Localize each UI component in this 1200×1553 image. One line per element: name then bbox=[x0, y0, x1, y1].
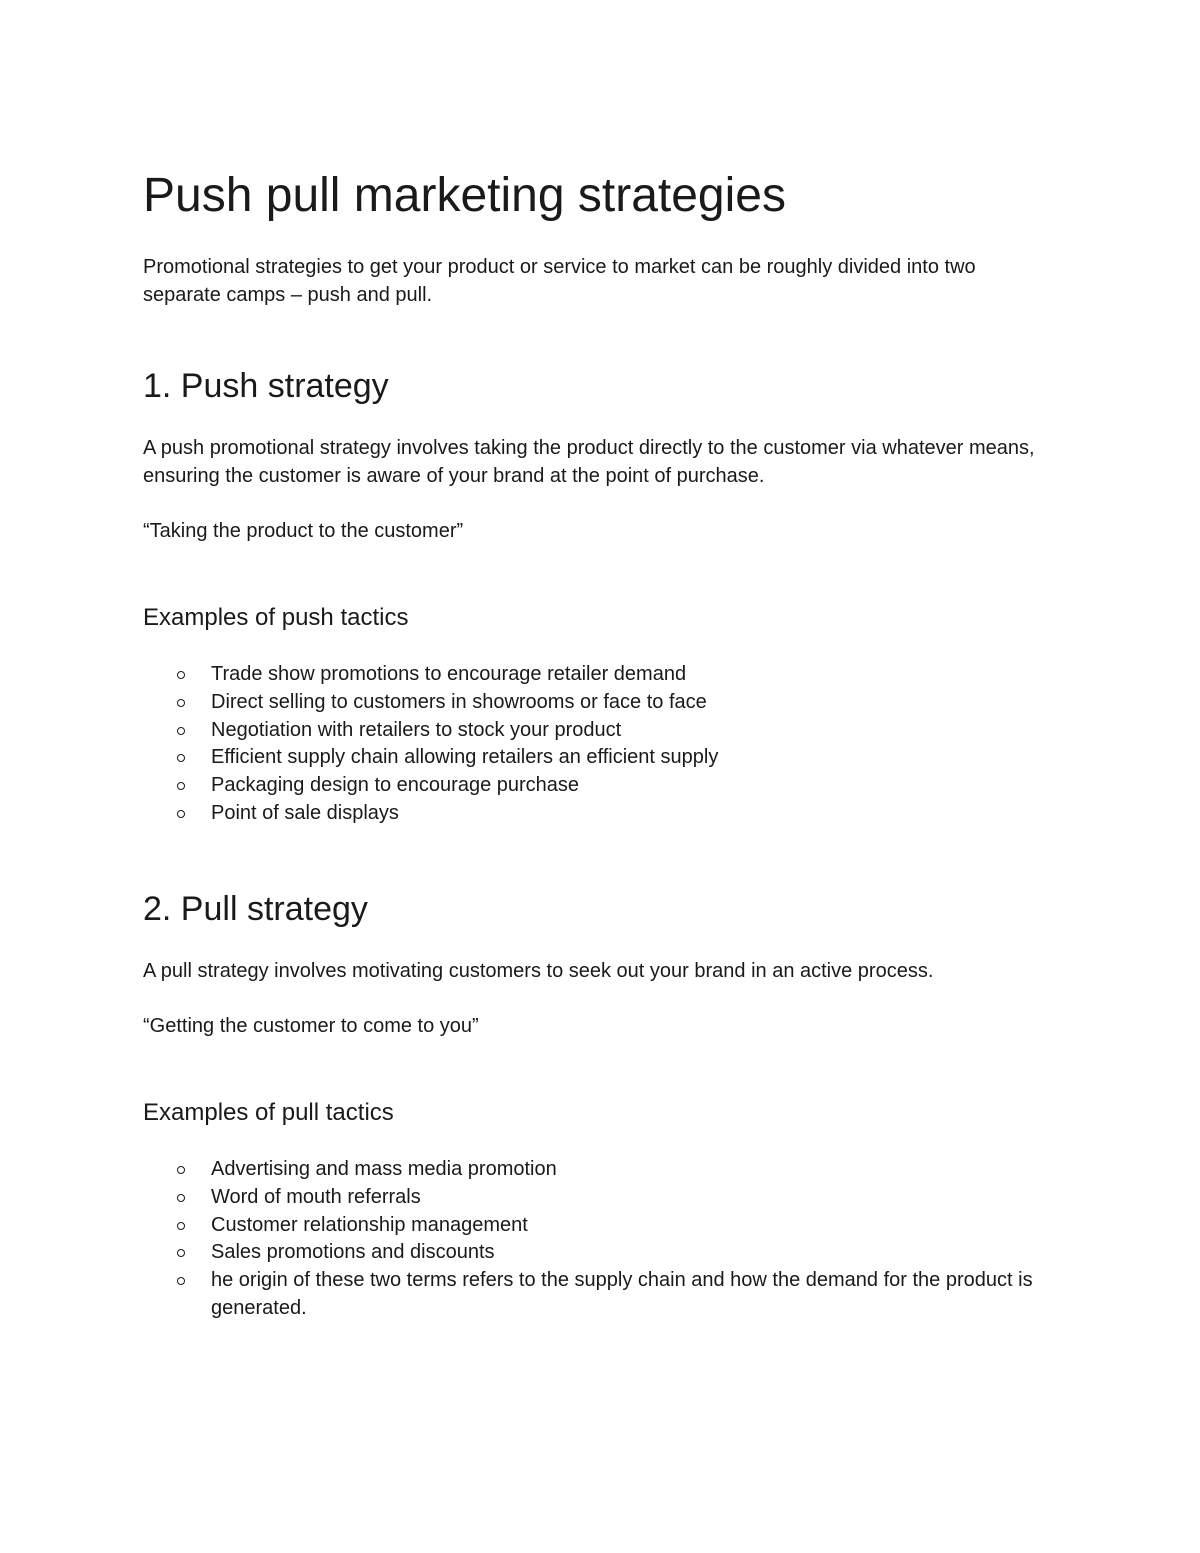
pull-strategy-heading: 2. Pull strategy bbox=[143, 890, 368, 928]
pull-examples-heading: Examples of pull tactics bbox=[143, 1099, 394, 1126]
push-strategy-quote: “Taking the product to the customer” bbox=[143, 520, 464, 542]
list-item-text: Efficient supply chain allowing retailers an efficient supply bbox=[211, 746, 719, 769]
list-item-text: Advertising and mass media promotion bbox=[211, 1158, 557, 1180]
list-item bbox=[143, 1184, 1053, 1212]
pull-examples-list bbox=[143, 1156, 1053, 1323]
list-item bbox=[143, 689, 1053, 717]
list-item-text: he origin of these two terms refers to the supply chain and how the demand for the product is generated. bbox=[211, 1269, 1033, 1319]
list-item bbox=[143, 717, 1053, 745]
list-item-text: Sales promotions and discounts bbox=[211, 1241, 495, 1264]
list-item bbox=[143, 1239, 1053, 1267]
list-item bbox=[143, 1212, 1053, 1240]
list-item-text: Point of sale displays bbox=[211, 801, 399, 824]
list-item-text: Packaging design to encourage purchase bbox=[211, 774, 580, 797]
circle-bullet-icon bbox=[177, 1277, 185, 1285]
list-item bbox=[143, 1156, 1053, 1184]
list-item-text: Word of mouth referrals bbox=[211, 1185, 421, 1208]
list-item-text: Customer relationship management bbox=[211, 1213, 528, 1236]
circle-bullet-icon bbox=[177, 1194, 185, 1202]
circle-bullet-icon bbox=[177, 671, 185, 679]
list-item-text: Direct selling to customers in showrooms or face to face bbox=[211, 690, 707, 713]
list-item bbox=[143, 800, 1053, 828]
list-item bbox=[143, 1267, 1053, 1323]
intro-paragraph: Promotional strategies to get your product or service to market can be roughly divided into two separate camps – push and pull. bbox=[143, 256, 976, 306]
circle-bullet-icon bbox=[177, 1222, 185, 1230]
circle-bullet-icon bbox=[177, 782, 185, 790]
document-title: Push pull marketing strategies bbox=[143, 169, 786, 222]
push-examples-heading: Examples of push tactics bbox=[143, 604, 409, 631]
pull-strategy-quote: “Getting the customer to come to you” bbox=[143, 1015, 479, 1037]
pull-strategy-description: A pull strategy involves motivating customers to seek out your brand in an active process. bbox=[143, 960, 934, 982]
circle-bullet-icon bbox=[177, 1249, 185, 1257]
circle-bullet-icon bbox=[177, 754, 185, 762]
list-item bbox=[143, 744, 1053, 772]
push-examples-list bbox=[143, 661, 1053, 828]
circle-bullet-icon bbox=[177, 1166, 185, 1174]
list-item bbox=[143, 661, 1053, 689]
list-item-text: Trade show promotions to encourage retailer demand bbox=[211, 663, 687, 685]
push-strategy-heading: 1. Push strategy bbox=[143, 367, 389, 405]
push-strategy-description: A push promotional strategy involves taking the product directly to the customer via whatever means, ensuring the customer is aware of your brand at the point of purchase. bbox=[143, 437, 1035, 487]
list-item-text: Negotiation with retailers to stock your product bbox=[211, 718, 622, 741]
list-item bbox=[143, 772, 1053, 800]
circle-bullet-icon bbox=[177, 699, 185, 707]
circle-bullet-icon bbox=[177, 810, 185, 818]
circle-bullet-icon bbox=[177, 727, 185, 735]
